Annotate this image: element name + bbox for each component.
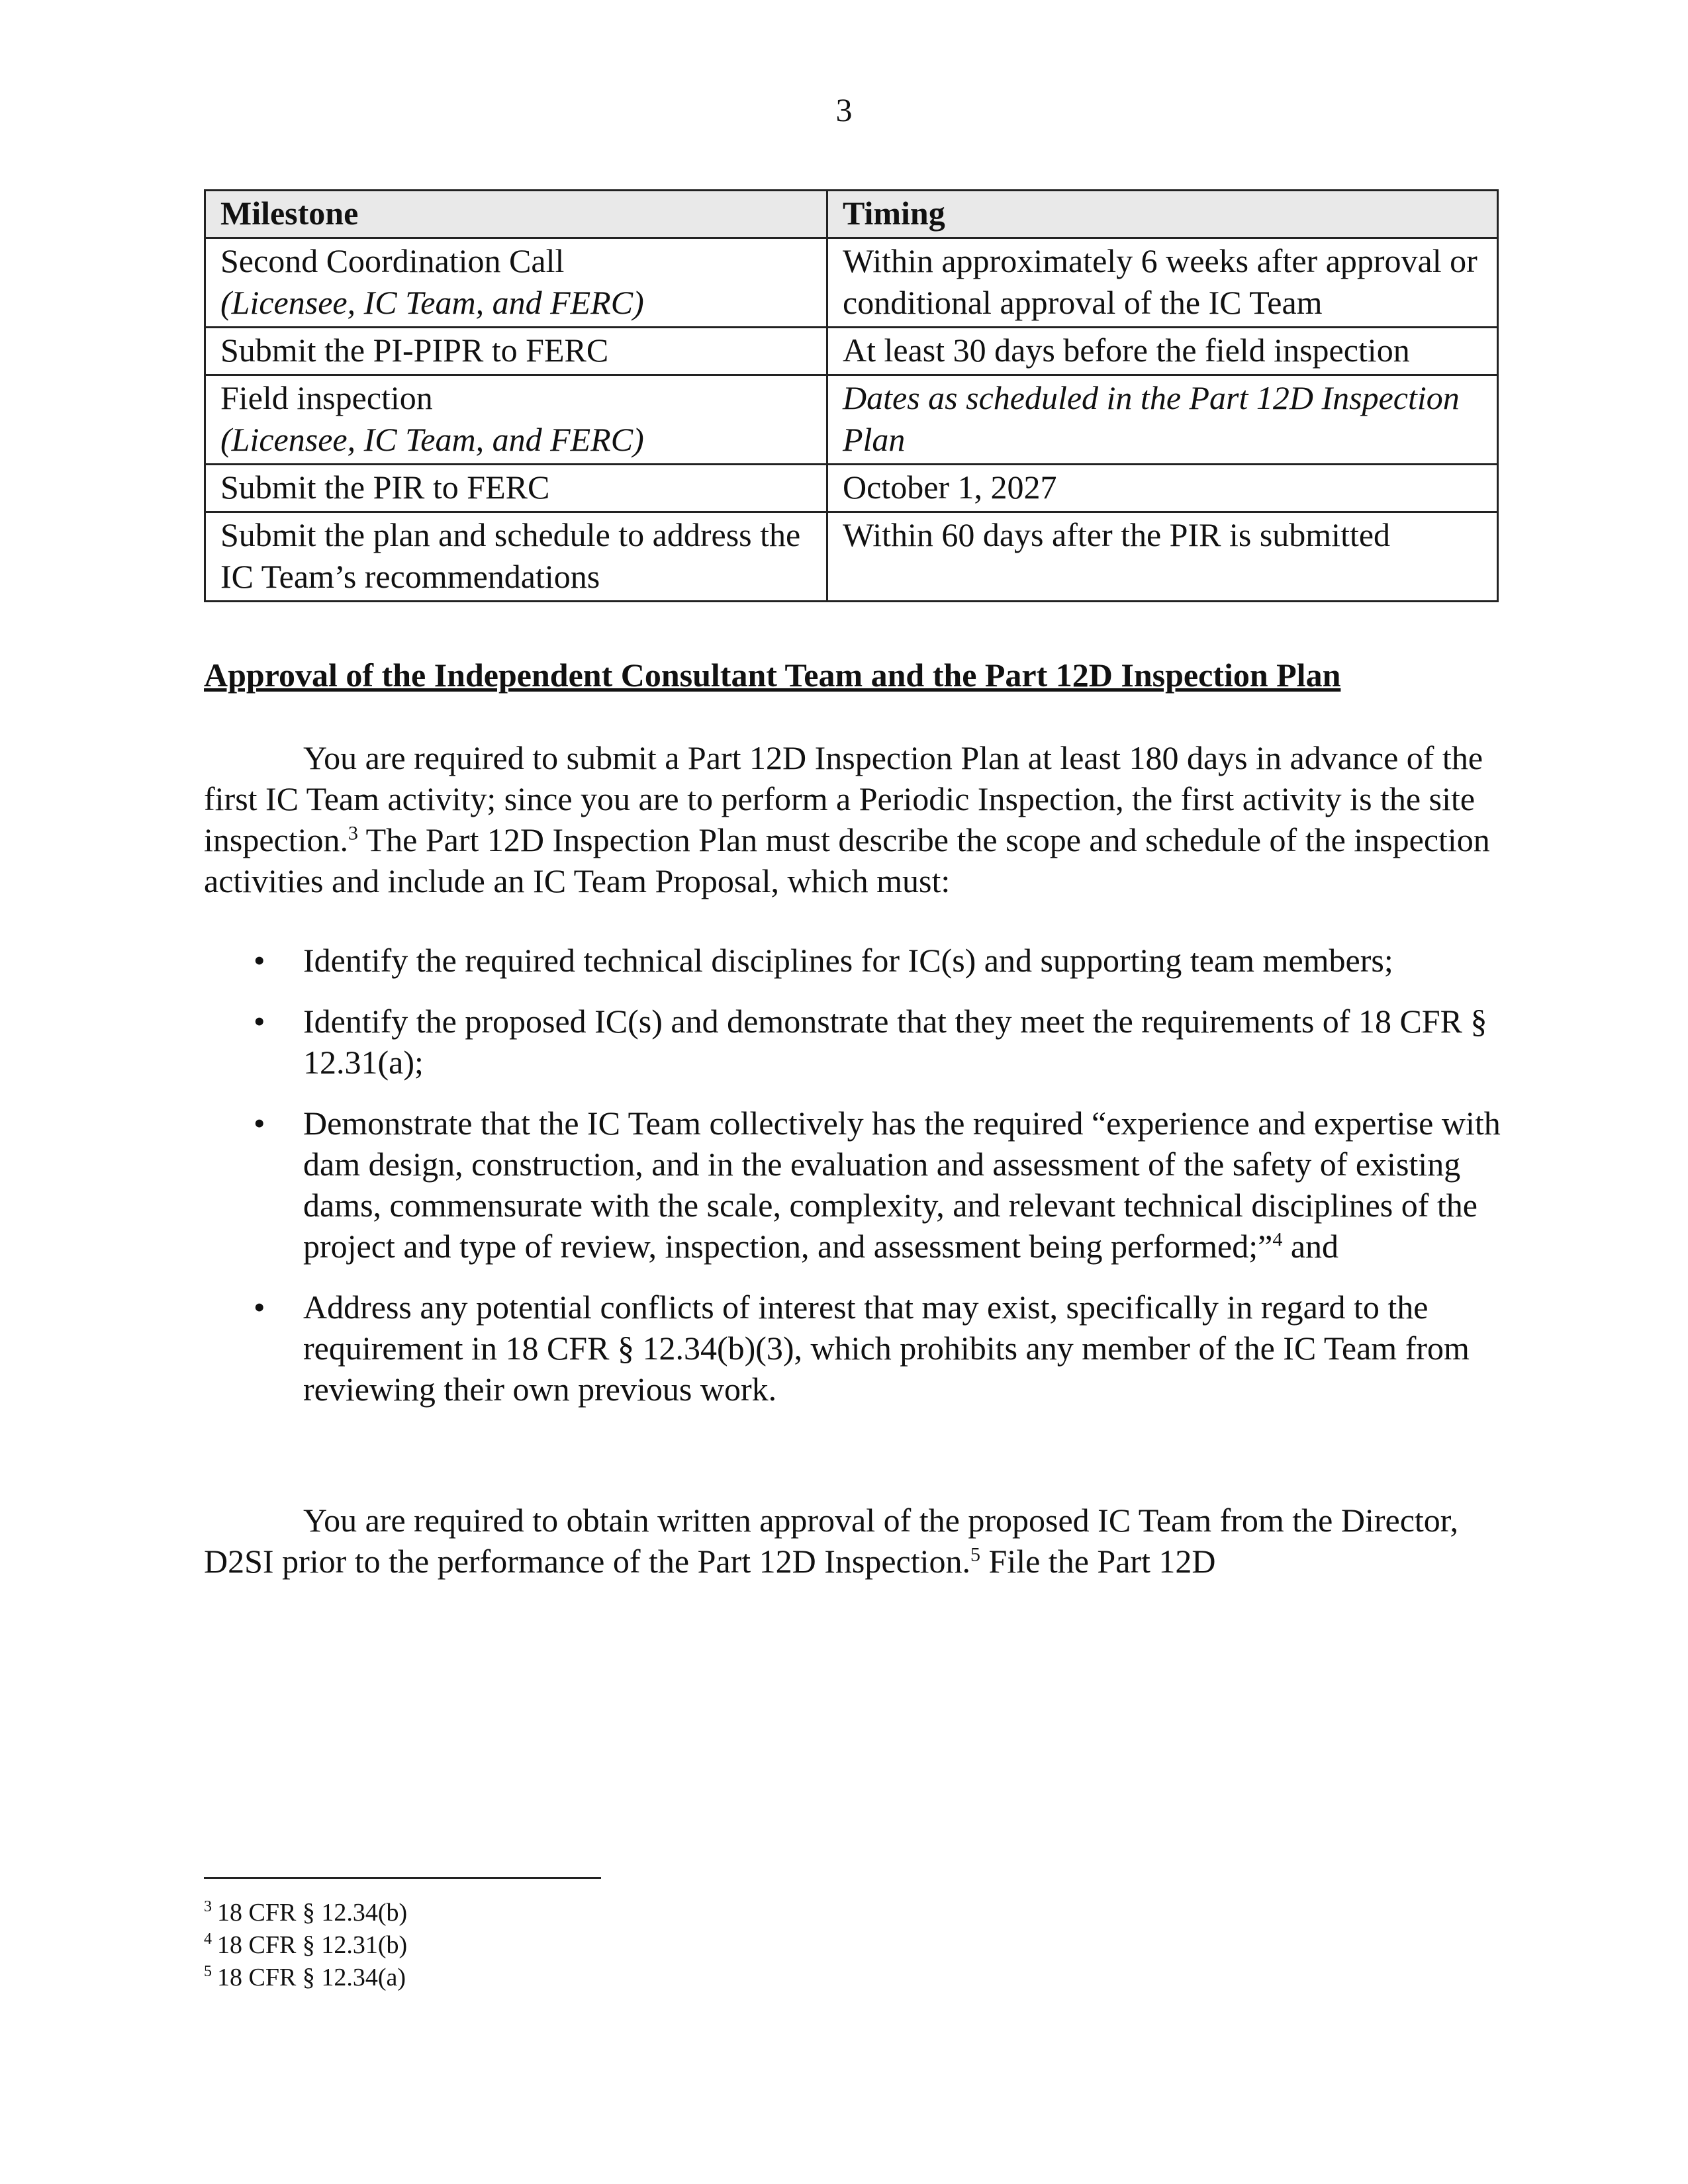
bullet-icon: • (254, 942, 265, 979)
footnotes (204, 1897, 998, 1994)
footnote-number: 4 (204, 1931, 212, 1948)
milestone-participants: (Licensee, IC Team, and FERC) (220, 284, 644, 321)
paragraph-text: You are required to obtain written approval of the proposed IC Team from the Director, D2SI prior to the performance of the Part 12D Inspection. (204, 1502, 1458, 1580)
table-row (205, 238, 1498, 328)
milestone-text: Second Coordination Call (220, 242, 565, 279)
footnote-number: 3 (204, 1898, 212, 1916)
milestone-participants: (Licensee, IC Team, and FERC) (220, 421, 644, 458)
footnote-text: 18 CFR § 12.34(b) (217, 1899, 408, 1927)
paragraph-ic-team-approval (204, 1500, 1501, 1582)
table-row (205, 512, 1498, 602)
list-item (204, 1001, 1501, 1083)
paragraph-text: You are required to submit a Part 12D Inspection Plan at least 180 days in advance of the first IC Team activity; since you are to perform a Periodic Inspection, the first activity is the site inspection. (204, 739, 1483, 858)
paragraph-text: The Part 12D Inspection Plan must describe the scope and schedule of the inspection activities and include an IC Team Proposal, which must: (204, 821, 1490, 899)
paragraph-inspection-plan (204, 737, 1501, 901)
timing-cell: October 1, 2027 (827, 465, 1498, 512)
timing-cell: Dates as scheduled in the Part 12D Inspection Plan (827, 375, 1498, 465)
bullet-icon: • (254, 1289, 265, 1326)
list-item (204, 1103, 1501, 1267)
section-heading: Approval of the Independent Consultant Team and the Part 12D Inspection Plan (204, 657, 1341, 694)
bullet-icon: • (254, 1105, 265, 1142)
paragraph-text: File the Part 12D (980, 1543, 1216, 1580)
timing-cell: Within 60 days after the PIR is submitted (827, 512, 1498, 602)
footnote (204, 1897, 998, 1929)
page-number: 3 (835, 91, 853, 128)
milestone-cell: Submit the plan and schedule to address the IC Team’s recommendations (205, 512, 827, 602)
footnote-text: 18 CFR § 12.34(a) (217, 1964, 406, 1991)
footnote-ref: 4 (1272, 1228, 1283, 1251)
footnote-text: 18 CFR § 12.31(b) (217, 1931, 408, 1959)
list-item-text: Address any potential conflicts of interest that may exist, specifically in regard to the requirement in 18 CFR § 12.34(b)(3), which prohibits any member of the IC Team from reviewing their own previous work. (303, 1289, 1470, 1408)
milestone-timing-table (204, 189, 1499, 602)
milestone-cell: Submit the PI-PIPR to FERC (205, 328, 827, 375)
table-row (205, 465, 1498, 512)
milestone-cell (205, 375, 827, 465)
footnote (204, 1929, 998, 1962)
column-header-milestone: Milestone (205, 191, 827, 238)
timing-cell: Within approximately 6 weeks after approval or conditional approval of the IC Team (827, 238, 1498, 328)
table-header-row (205, 191, 1498, 238)
milestone-cell (205, 238, 827, 328)
list-item-text: Identify the proposed IC(s) and demonstrate that they meet the requirements of 18 CFR § 12.31(a); (303, 1003, 1487, 1081)
footnote-ref: 5 (970, 1543, 981, 1566)
table-row (205, 328, 1498, 375)
requirements-list (204, 940, 1501, 1430)
list-item (204, 940, 1501, 981)
list-item-text: Identify the required technical disciplines for IC(s) and supporting team members; (303, 942, 1393, 979)
table-row (205, 375, 1498, 465)
footnote (204, 1962, 998, 1994)
footnote-number: 5 (204, 1963, 212, 1981)
column-header-timing: Timing (827, 191, 1498, 238)
timing-cell: At least 30 days before the field inspection (827, 328, 1498, 375)
list-item (204, 1287, 1501, 1410)
list-item-tail: and (1282, 1228, 1339, 1265)
bullet-icon: • (254, 1003, 265, 1040)
milestone-cell: Submit the PIR to FERC (205, 465, 827, 512)
list-item-text: Demonstrate that the IC Team collectively has the required “experience and expertise with dam design, construction, and in the evaluation and assessment of the safety of existing dams, commensurate with the scale, complexity, and relevant technical disciplines of the project and type of review, inspection, and assessment being performed;” (303, 1105, 1501, 1265)
footnote-separator (204, 1877, 601, 1879)
milestone-text: Field inspection (220, 379, 433, 416)
footnote-ref: 3 (348, 822, 359, 844)
